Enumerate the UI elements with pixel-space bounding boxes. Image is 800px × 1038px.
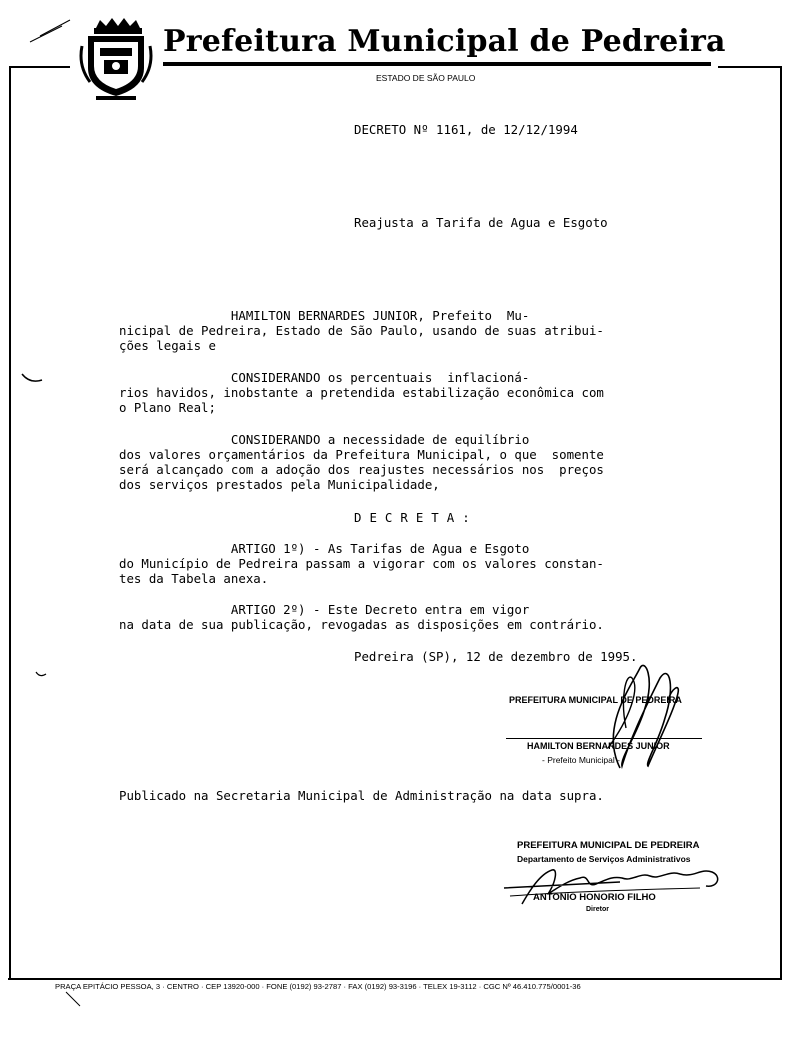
mayor-name: HAMILTON BERNARDES JUNIOR	[527, 741, 670, 751]
secretary-name: ANTONIO HONORIO FILHO	[533, 892, 656, 903]
paragraph-considerando-2: CONSIDERANDO a necessidade de equilíbrio dos valores orçamentários da Prefeitura Municipal, o que somente será alcançado com a adoção dos reajustes necessários nos preços dos serviços prestados pela Municipalidade,	[119, 432, 604, 492]
decreta-heading: DECRETA:	[354, 510, 478, 525]
decree-summary: Reajusta a Tarifa de Agua e Esgoto	[354, 215, 608, 230]
article-2: ARTIGO 2º) - Este Decreto entra em vigor na data de sua publicação, revogadas as disposições em contrário.	[119, 602, 604, 632]
mayor-stamp-title: PREFEITURA MUNICIPAL DE PEDREIRA	[509, 695, 682, 705]
secretary-department: Departamento de Serviços Administrativos	[517, 854, 691, 864]
article-1: ARTIGO 1º) - As Tarifas de Agua e Esgoto do Município de Pedreira passam a vigorar com os valores constan- tes da Tabela anexa.	[119, 541, 604, 586]
header-state: ESTADO DE SÃO PAULO	[376, 73, 476, 83]
mayor-role: - Prefeito Municipal -	[542, 755, 620, 765]
secretary-stamp-title: PREFEITURA MUNICIPAL DE PEDREIRA	[517, 840, 700, 851]
secretary-role: Diretor	[586, 906, 609, 913]
decree-number: DECRETO Nº 1161, de 12/12/1994	[354, 122, 578, 137]
paragraph-considerando-1: CONSIDERANDO os percentuais inflacioná- rios havidos, inobstante a pretendida estabilização econômica com o Plano Real;	[119, 370, 604, 415]
footer-address: PRAÇA EPITÁCIO PESSOA, 3 · CENTRO · CEP 13920-000 · FONE (0192) 93-2787 · FAX (0192) 93-3196 · TELEX 19-3112 · CGC Nº 46.410.775/0001-36	[52, 982, 584, 991]
header-title: Prefeitura Municipal de Pedreira	[163, 24, 726, 59]
publication-note: Publicado na Secretaria Municipal de Administração na data supra.	[119, 788, 604, 803]
date-line: Pedreira (SP), 12 de dezembro de 1995.	[354, 649, 638, 664]
paragraph-preamble: HAMILTON BERNARDES JUNIOR, Prefeito Mu- nicipal de Pedreira, Estado de São Paulo, usando de suas atribui- ções legais e	[119, 308, 604, 353]
